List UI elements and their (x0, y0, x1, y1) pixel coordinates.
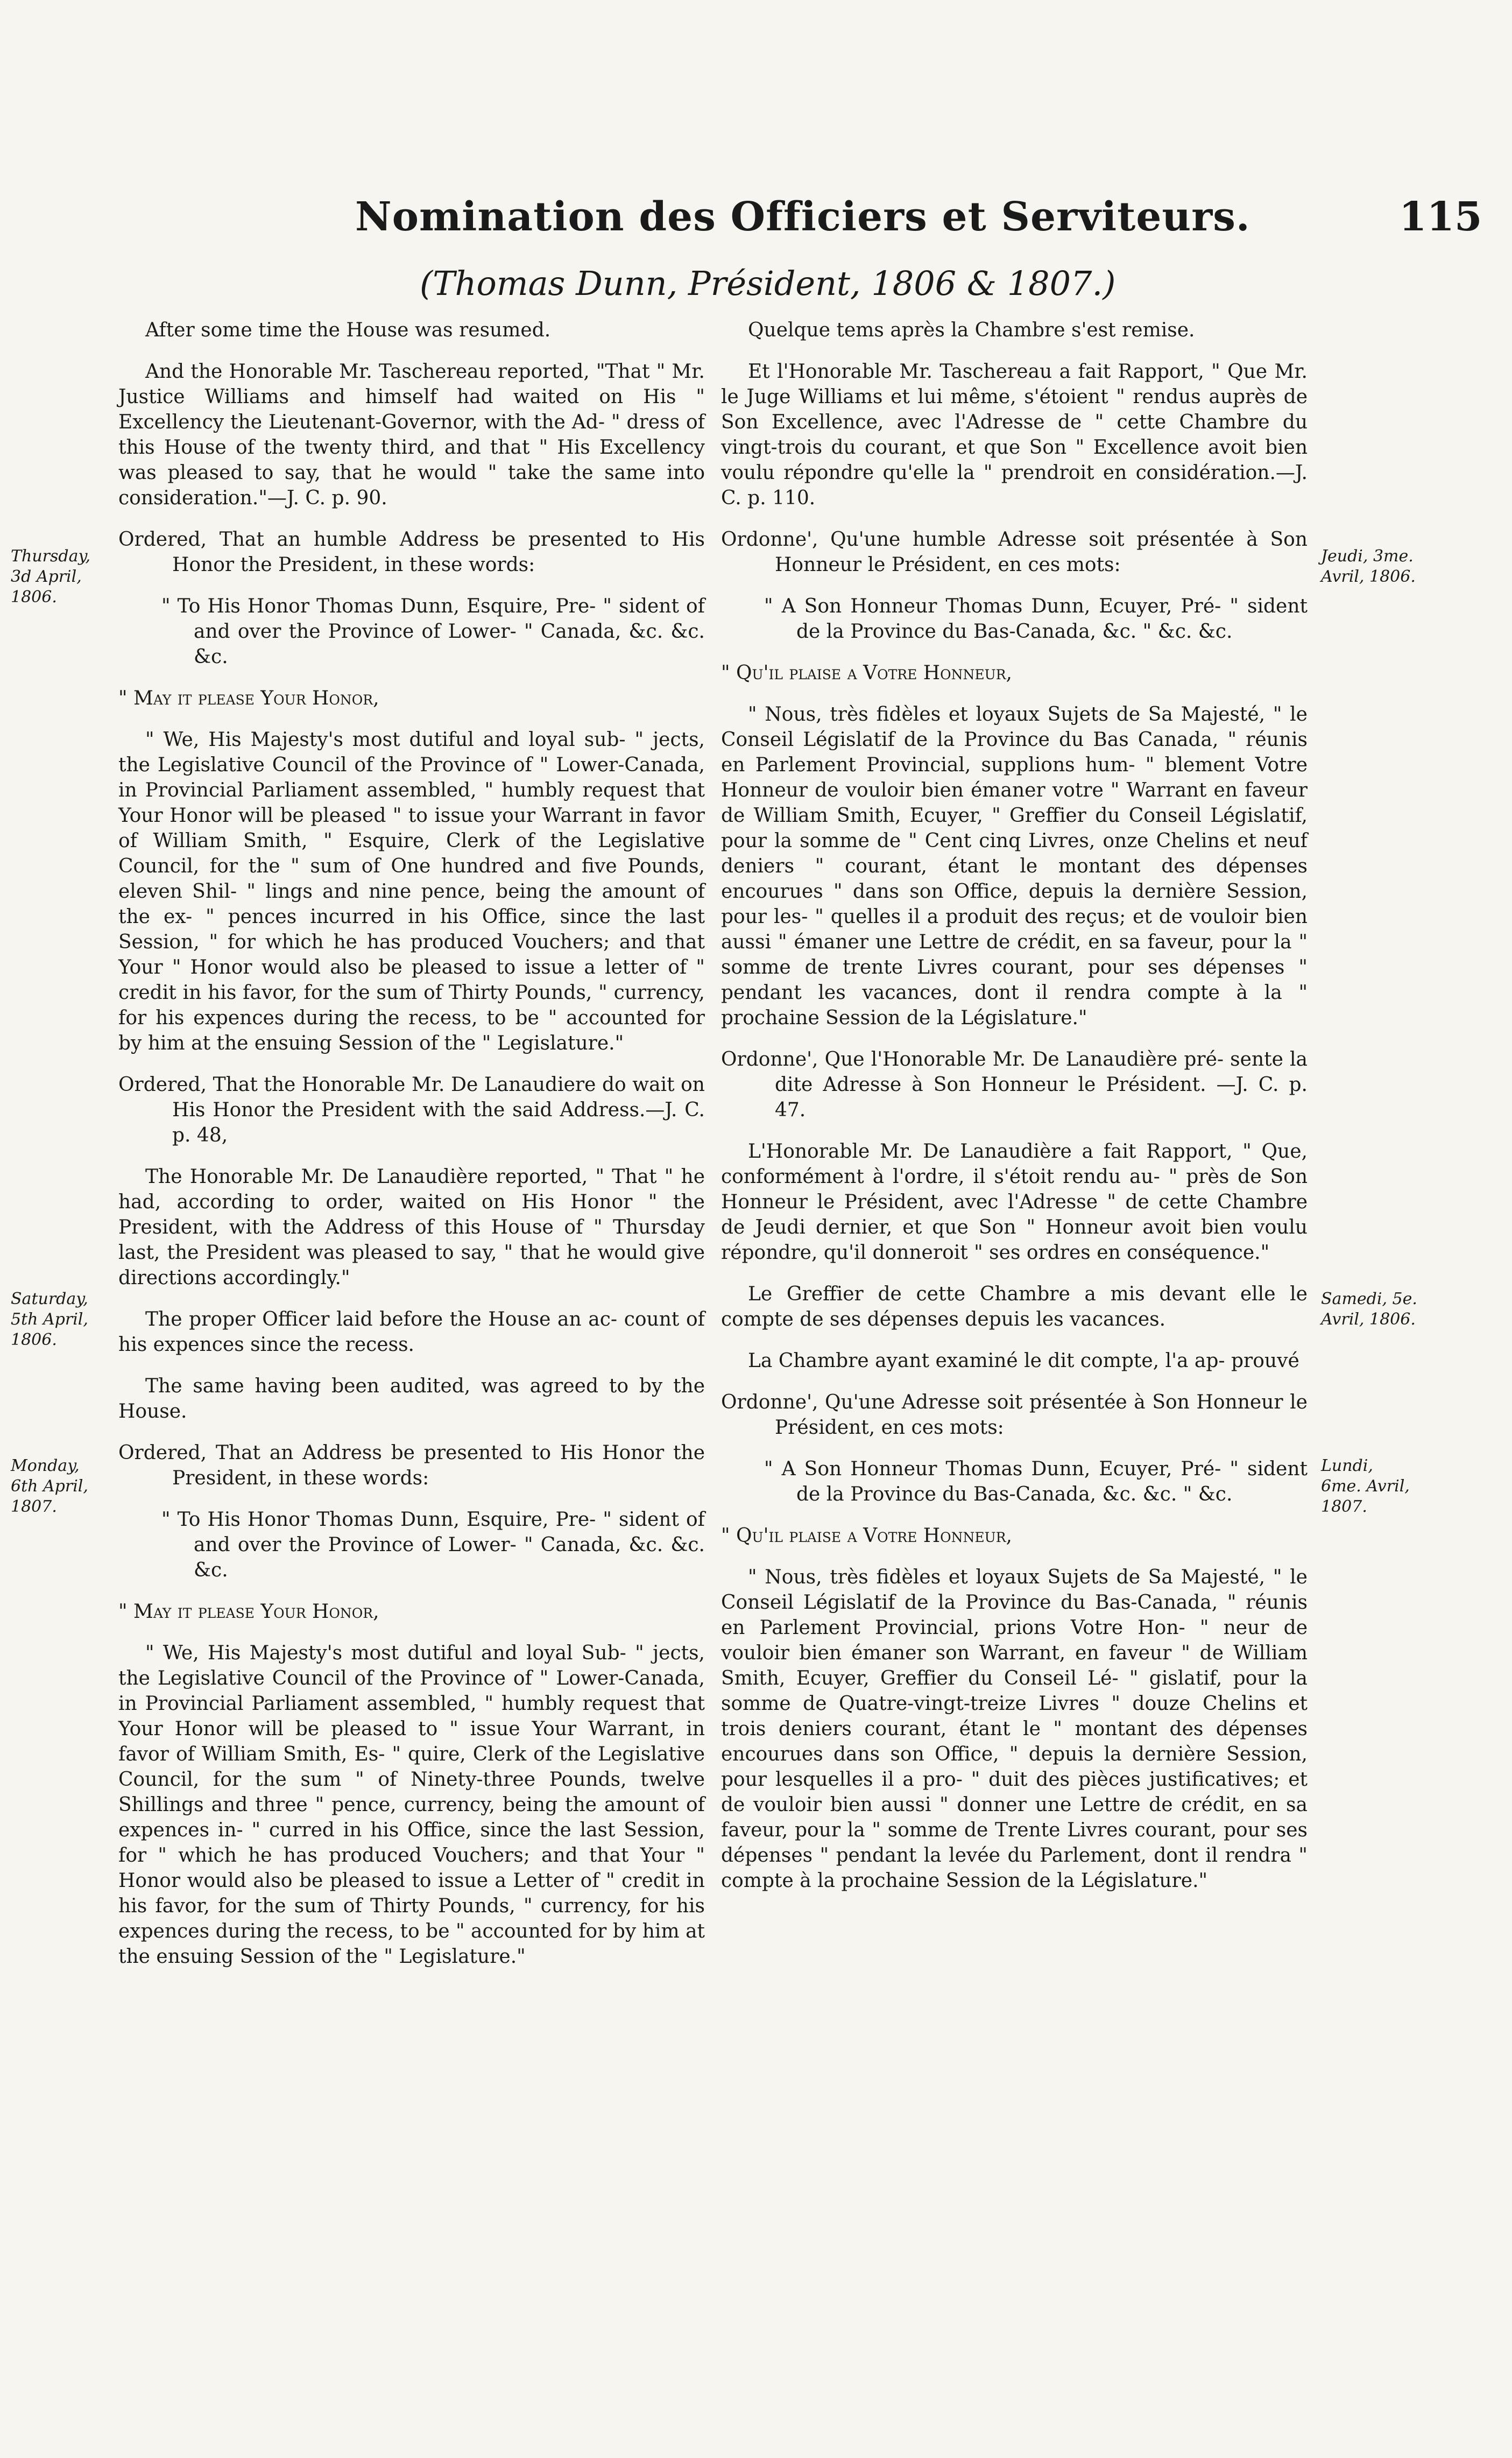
paragraph-en-8: The Honorable Mr. De Lanaudière reported, " That " he had, according to order, waited on His Honor " the President, with the Address of this House of " Thursday last, the President was pleased to say, " that he would give directions accordingly." (118, 1166, 705, 1289)
paragraph-en-2: And the Honorable Mr. Taschereau reported, "That " Mr. Justice Williams and himself had waited on His " Excellency the Lieutenant-Governor, with the Ad- " dress of this House of the twenty third, and that " His Excellency was pleased to say, that he would " take the same into consideration."—J. C. p. 90. (118, 361, 705, 509)
paragraph-fr-12: " A Son Honneur Thomas Dunn, Ecuyer, Pré- " sident de la Province du Bas-Canada, &c. &c. " &c. (764, 1458, 1308, 1505)
paragraph-en-4: " To His Honor Thomas Dunn, Esquire, Pre- " sident of and over the Province of Lower- " Canada, &c. &c. &c. (161, 595, 705, 668)
paragraph-fr-6: " Nous, très fidèles et loyaux Sujets de Sa Majesté, " le Conseil Législatif de la Province du Bas Canada, " réunis en Parlement Provincial, supplions hum- " blement Votre Honneur de vouloir bien émaner votre " Warrant en faveur de William Smith, Ecuyer, " Greffier du Conseil Législatif, pour la somme de " Cent cinq Livres, onze Chelins et neuf deniers " courant, étant le montant des dépenses encourues " dans son Office, depuis la dernière Session, pour les- " quelles il a produit des reçus; et de vouloir bien aussi " émaner une Lettre de crédit, en sa faveur, pour la " somme de trente Livres courant, pour ses dépenses " pendant les vacances, dont il rendra compte à la " prochaine Session de la Législature." (721, 703, 1308, 1029)
paragraph-en-7: Ordered, That the Honorable Mr. De Lanaudiere do wait on His Honor the President with the said Address.—J. C. p. 48, (118, 1074, 705, 1146)
paragraph-fr-5: " Qu'il plaise a Votre Honneur, (721, 662, 1012, 684)
paragraph-en-6: " We, His Majesty's most dutiful and loyal sub- " jects, the Legislative Council of the Province of " Lower-Canada, in Provincial Parliament assembled, " humbly request that Your Honor will be pleased " to issue your Warrant in favor of William Smith, " Esquire, Clerk of the Legislative Council, for the " sum of One hundred and five Pounds, eleven Shil- " lings and nine pence, being the amount of the ex- " pences incurred in his Office, since the last Session, " for which he has produced Vouchers; and that Your " Honor would also be pleased to issue a letter of " credit in his favor, for the sum of Thirty Pounds, " currency, for his expences during the recess, to be " accounted for by him at the ensuing Session of the " Legislature." (118, 729, 705, 1054)
english-column (118, 318, 705, 1985)
paragraph-fr-7: Ordonne', Que l'Honorable Mr. De Lanaudière pré- sente la dite Adresse à Son Honneur le Président. —J. C. p. 47. (721, 1048, 1308, 1121)
paragraph-fr-10: La Chambre ayant examiné le dit compte, l'a ap- prouvé (748, 1350, 1299, 1372)
paragraph-fr-11: Ordonne', Qu'une Adresse soit présentée à Son Honneur le Président, en ces mots: (721, 1391, 1308, 1439)
paragraph-en-5: " May it please Your Honor, (118, 687, 379, 709)
paragraph-fr-3: Ordonne', Qu'une humble Adresse soit présentée à Son Honneur le Président, en ces mots: (721, 529, 1308, 576)
paragraph-en-3: Ordered, That an humble Address be presented to His Honor the President, in these words: (118, 529, 705, 576)
paragraph-fr-8: L'Honorable Mr. De Lanaudière a fait Rapport, " Que, conformément à l'ordre, il s'étoit rendu au- " près de Son Honneur le Président, avec l'Adresse " de cette Chambre de Jeudi dernier, et que Son " Honneur avoit bien voulu répondre, qu'il donneroit " ses ordres en conséquence." (721, 1140, 1308, 1264)
paragraph-en-9: The proper Officer laid before the House an ac- count of his expences since the recess. (118, 1308, 705, 1356)
paragraph-fr-9: Le Greffier de cette Chambre a mis devant elle le compte de ses dépenses depuis les vacances. (721, 1283, 1308, 1330)
paragraph-en-10: The same having been audited, was agreed to by the House. (118, 1375, 705, 1422)
paragraph-fr-2: Et l'Honorable Mr. Taschereau a fait Rapport, " Que Mr. le Juge Williams et lui même, s'étoient " rendus auprès de Son Excellence, avec l'Adresse de " cette Chambre du vingt-trois du courant, et que Son " Excellence avoit bien voulu répondre qu'elle la " prendroit en considération.—J. C. p. 110. (721, 361, 1308, 509)
margin-note-left-3: Monday, 6th April, 1807. (11, 1456, 88, 1516)
page-number: 115 (1399, 194, 1482, 240)
paragraph-fr-13: " Qu'il plaise a Votre Honneur, (721, 1525, 1012, 1547)
paragraph-en-14: " We, His Majesty's most dutiful and loyal Sub- " jects, the Legislative Council of the Province of " Lower-Canada, in Provincial Parliament assembled, " humbly request that Your Honor will be pleased to " issue Your Warrant, in favor of William Smith, Es- " quire, Clerk of the Legislative Council, for the sum " of Ninety-three Pounds, twelve Shillings and three " pence, currency, being the amount of expences in- " curred in his Office, since the last Session, for " which he has produced Vouchers; and that Your " Honor would also be pleased to issue a Letter of " credit in his favor, for the sum of Thirty Pounds, " currency, for his expences during the recess, to be " accounted for by him at the ensuing Session of the " Legislature." (118, 1642, 705, 1968)
paragraph-fr-14: " Nous, très fidèles et loyaux Sujets de Sa Majesté, " le Conseil Législatif de la Province du Bas-Canada, " réunis en Parlement Provincial, prions Votre Hon- " neur de vouloir bien émaner son Warrant, en faveur " de William Smith, Ecuyer, Greffier du Conseil Lé- " gislatif, pour la somme de Quatre-vingt-treize Livres " douze Chelins et trois deniers courant, étant le " montant des dépenses encourues dans son Office, " depuis la dernière Session, pour lesquelles il a pro- " duit des pièces justificatives; et de vouloir bien aussi " donner une Lettre de crédit, en sa faveur, pour la " somme de Trente Livres courant, pour ses dépenses " pendant la levée du Parlement, dont il rendra " compte à la prochaine Session de la Législature." (721, 1566, 1308, 1892)
margin-note-left-1: Thursday, 3d April, 1806. (11, 547, 90, 607)
paragraph-en-1: After some time the House was resumed. (145, 319, 551, 341)
paragraph-fr-1: Quelque tems après la Chambre s'est remise. (748, 319, 1195, 341)
running-title: Nomination des Officiers et Serviteurs. (355, 194, 1250, 240)
french-column (721, 318, 1308, 1910)
margin-note-right-1: Jeudi, 3me. Avril, 1806. (1321, 547, 1416, 586)
paragraph-fr-4: " A Son Honneur Thomas Dunn, Ecuyer, Pré- " sident de la Province du Bas-Canada, &c. " &c. &c. (764, 595, 1308, 643)
subtitle: (Thomas Dunn, Président, 1806 & 1807.) (420, 264, 1116, 303)
paragraph-en-11: Ordered, That an Address be presented to His Honor the President, in these words: (118, 1442, 705, 1489)
margin-note-left-2: Saturday, 5th April, 1806. (11, 1290, 88, 1349)
paragraph-en-13: " May it please Your Honor, (118, 1601, 379, 1623)
margin-note-right-3: Lundi, 6me. Avril, 1807. (1321, 1456, 1410, 1516)
paragraph-en-12: " To His Honor Thomas Dunn, Esquire, Pre- " sident of and over the Province of Lower- " Canada, &c. &c. &c. (161, 1509, 705, 1581)
margin-note-right-2: Samedi, 5e. Avril, 1806. (1321, 1290, 1417, 1329)
